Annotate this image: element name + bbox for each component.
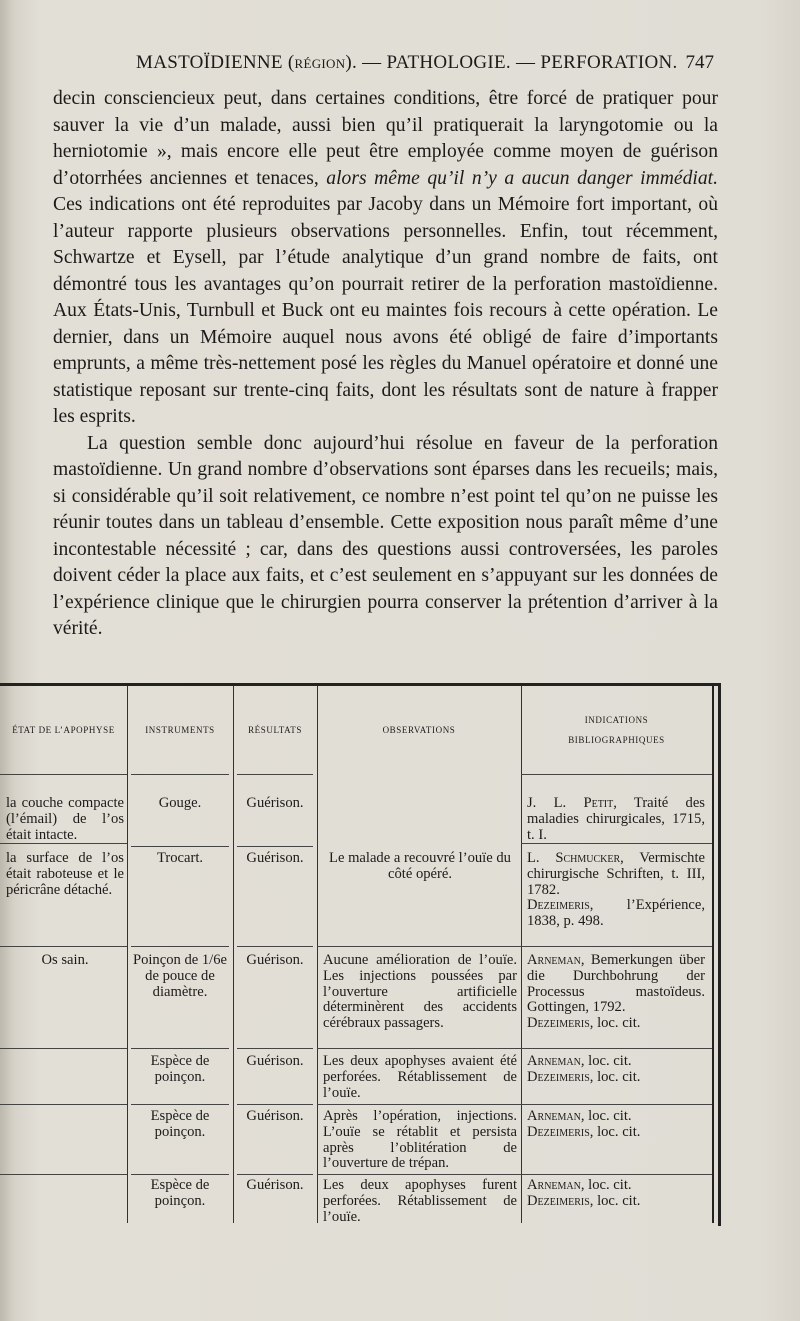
row1-ref-author: J. L. Petit (527, 795, 614, 811)
row-separator (0, 774, 127, 775)
row4-reference (527, 1054, 705, 1086)
row-separator (521, 946, 712, 947)
row2-instrument: Trocart. (156, 850, 204, 866)
row-separator (0, 946, 127, 947)
row-separator (131, 774, 229, 775)
row1-resultat: Guérison. (246, 795, 304, 811)
row1-instrument: Gouge. (158, 795, 202, 811)
row2-ref-author: L. Schmucker (527, 850, 621, 866)
row5-ref-rest: , loc. cit. (580, 1108, 632, 1124)
row2-resultat: Guérison. (246, 850, 304, 866)
row5-resultat: Guérison. (246, 1108, 304, 1124)
row2-ref2-rest: , l’Expérience, 1838, p. 498. (527, 897, 705, 930)
paragraph-1 (53, 86, 718, 431)
row-separator (237, 946, 313, 947)
running-head-title (136, 52, 678, 74)
header-indications (521, 686, 712, 774)
row6-instrument: Espèce de poinçon. (150, 1177, 210, 1209)
row5-ref2-author: Dezeimeris (527, 1123, 590, 1140)
row4-ref-rest: , loc. cit. (580, 1053, 632, 1069)
row3-resultat: Guérison. (246, 952, 304, 968)
row-separator (317, 1174, 521, 1175)
row-separator (0, 843, 127, 844)
row1-etat: la couche compacte (l’émail) de l’os était intacte. (6, 795, 124, 843)
row-separator (131, 946, 229, 947)
row6-observation: Les deux apophyses furent perforées. Rétablissement de l’ouïe. (323, 1177, 517, 1225)
row3-ref-rest: , Bemerkungen über die Durchbohrung der Processus mastoïdeus. Gottingen, 1792. (527, 952, 705, 1016)
row-separator (0, 1174, 127, 1175)
row-separator (521, 1048, 712, 1049)
header-observations: OBSERVATIONS (382, 725, 456, 735)
row-separator (237, 1174, 313, 1175)
row3-etat: Os sain. (41, 952, 89, 968)
header-indications-line1: INDICATIONS (584, 715, 649, 725)
row2-reference (527, 851, 705, 930)
row5-instrument: Espèce de poinçon. (150, 1108, 210, 1140)
row3-reference (527, 953, 705, 1032)
row1-ref-rest: , Traité des maladies chirurgicales, 1715, t. I. (527, 795, 705, 843)
row5-observation: Après l’opération, injections. L’ouïe se rétablit et persista après l’oblitération de l’ouverture de trépan. (323, 1108, 517, 1172)
row-separator (131, 1048, 229, 1049)
row3-instrument: Poinçon de 1/6e de pouce de diamètre. (132, 952, 228, 1000)
header-indications-line2: BIBLIOGRAPHIQUES (568, 735, 665, 745)
row4-observation: Les deux apophyses avaient été perforées. Rétablissement de l’ouïe. (323, 1053, 517, 1101)
row-separator (237, 774, 313, 775)
row6-reference (527, 1178, 705, 1210)
column-divider (712, 686, 714, 1223)
row-separator (131, 1174, 229, 1175)
page-number: 747 (685, 52, 714, 73)
row6-ref2-author: Dezeimeris (527, 1192, 590, 1209)
row2-ref-rest: , Vermischte chirurgische Schriften, t. III, 1782. (527, 850, 705, 898)
paragraph-1-part1: decin consciencieux peut, dans certaines conditions, être forcé de pratiquer pour sauver la vie d’un malade, aussi bien qu’il pratiquerait la laryngotomie ou la herniotomie », mais encore elle peut être employée comme moyen de guérison d’otorrhées anciennes et tenaces, (53, 88, 718, 189)
row4-ref2-author: Dezeimeris (527, 1068, 590, 1085)
row1-reference (527, 796, 705, 843)
row3-observation: Aucune amélioration de l’ouïe. Les injections poussées par l’ouverture artificielle déterminèrent des accidents cérébraux passagers. (323, 952, 517, 1032)
row3-ref-author: Arneman (527, 952, 581, 968)
row-separator (317, 946, 521, 947)
row5-ref-author: Arneman (527, 1108, 581, 1124)
row4-ref2-rest: , loc. cit. (589, 1068, 641, 1085)
row-separator (317, 1104, 521, 1105)
row-separator (0, 1104, 127, 1105)
row6-resultat: Guérison. (246, 1177, 304, 1193)
row4-resultat: Guérison. (246, 1053, 304, 1069)
running-head-main: MASTOÏDIENNE ( (136, 52, 295, 73)
row6-ref2-rest: , loc. cit. (589, 1192, 641, 1209)
row5-ref2-rest: , loc. cit. (589, 1123, 641, 1140)
row-separator (521, 1104, 712, 1105)
paragraph-2: La question semble donc aujourd’hui résolue en faveur de la perforation mastoïdienne. Un grand nombre d’observations sont éparses dans les recueils; mais, si considérable qu’il soit relativement, ce nombre n’est point tel qu’on ne puisse les réunir toutes dans un tableau d’ensemble. Cette exposition nous paraît même d’une incontestable nécessité ; car, dans des questions aussi controversées, les paroles doivent céder la place aux faits, et c’est seulement en s’appuyant sur les données de l’expérience clinique que le chirurgien pourra conserver la prétention d’arriver à la vérité. (53, 432, 718, 639)
row6-ref-author: Arneman (527, 1177, 581, 1193)
row5-reference (527, 1109, 705, 1141)
paragraph-1-italic: alors même qu’il n’y a aucun danger immédiat. (326, 167, 718, 189)
row-separator (237, 846, 313, 847)
running-head-region: RÉGION (294, 56, 346, 71)
row-separator (521, 1174, 712, 1175)
row6-ref-rest: , loc. cit. (580, 1177, 632, 1193)
row4-instrument: Espèce de poinçon. (150, 1053, 210, 1085)
header-instruments: INSTRUMENTS (145, 725, 215, 735)
header-etat: ÉTAT DE L’APOPHYSE (12, 725, 115, 735)
row-separator (0, 1048, 127, 1049)
row2-ref2-author: Dezeimeris (527, 897, 590, 914)
row-separator (131, 1104, 229, 1105)
row2-observation: Le malade a recouvré l’ouïe du côté opéré. (329, 850, 511, 882)
row-separator (317, 1048, 521, 1049)
observations-table (0, 683, 721, 1226)
header-resultats: RÉSULTATS (248, 725, 302, 735)
body-text (53, 86, 718, 643)
paragraph-1-part2: Ces indications ont été reproduites par Jacoby dans un Mémoire fort important, où l’auteur rapporte plusieurs observations personnelles. Enfin, tout récemment, Schwartze et Eysell, par l’étude analytique d’un grand nombre de faits, ont démontré tous les avantages qu’on pourrait retirer de la perforation mastoïdienne. Aux États-Unis, Turnbull et Buck ont eu maintes fois recours à cette opération. Le dernier, dans un Mémoire auquel nous avons été obligé de faire d’importants emprunts, a même très-nettement posé les règles du Manuel opératoire et donné une statistique reposant sur trente-cinq faits, dont les résultats sont de nature à frapper les esprits. (53, 194, 718, 427)
running-head-rest: ). — PATHOLOGIE. — PERFORATION. (345, 52, 678, 73)
row2-etat: la surface de l’os était raboteuse et le péricrâne détaché. (6, 850, 124, 898)
row-separator (237, 1104, 313, 1105)
row-separator (521, 843, 712, 844)
row3-ref2-author: Dezeimeris (527, 1015, 590, 1032)
row3-ref2-rest: , loc. cit. (589, 1015, 641, 1032)
row4-ref-author: Arneman (527, 1053, 581, 1069)
row-separator (237, 1048, 313, 1049)
row-separator (131, 846, 229, 847)
row-separator (521, 774, 712, 775)
running-head (40, 52, 720, 82)
